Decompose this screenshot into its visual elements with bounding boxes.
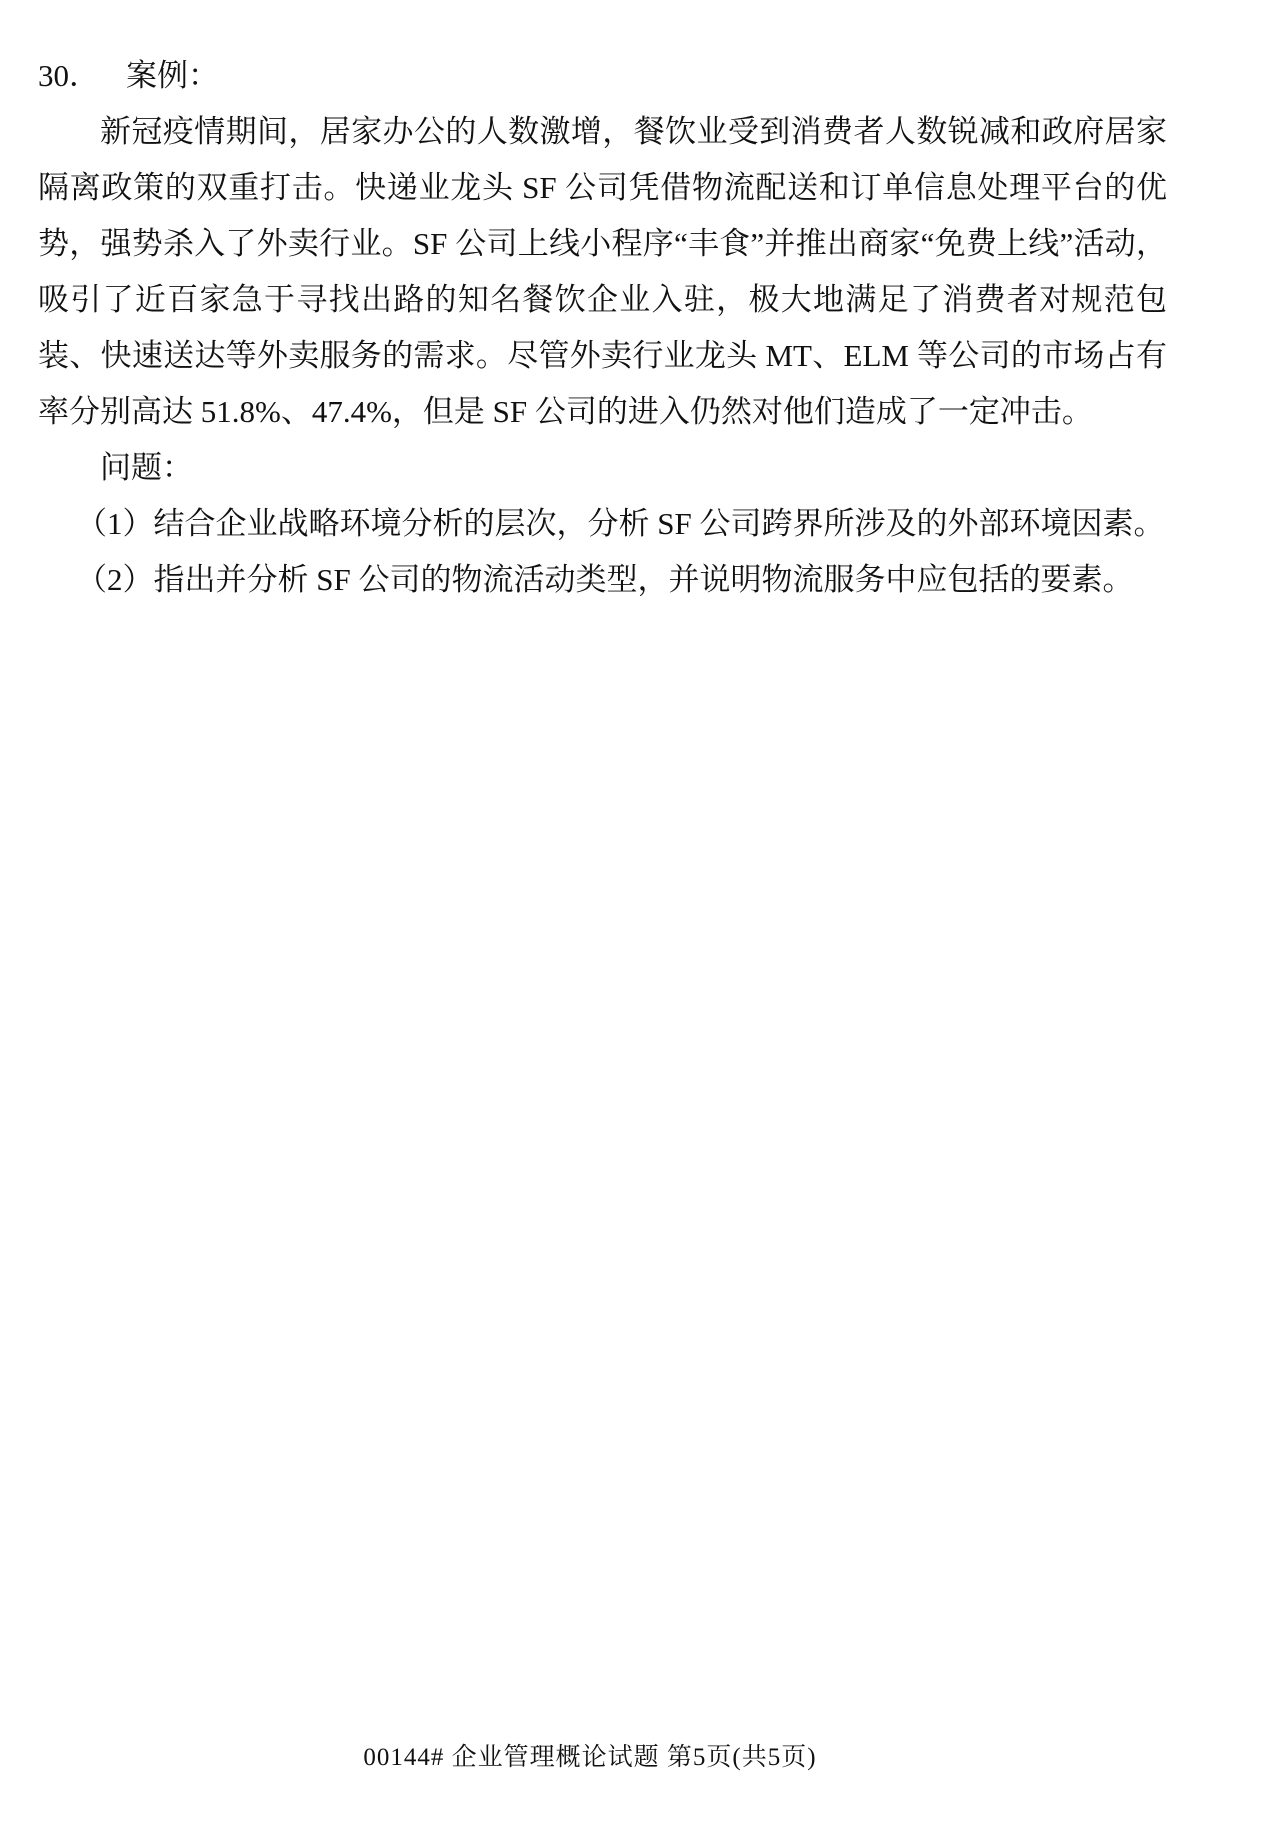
question-item-2: （2）指出并分析 SF 公司的物流活动类型，并说明物流服务中应包括的要素。 xyxy=(76,562,1134,597)
page-footer: 00144# 企业管理概论试题 第5页(共5页) xyxy=(363,1744,817,1771)
question-number: 30． xyxy=(38,58,100,93)
exam-content xyxy=(0,0,1267,608)
question-item-1: （1）结合企业战略环境分析的层次，分析 SF 公司跨界所涉及的外部环境因素。 xyxy=(76,506,1165,541)
questions-label: 问题： xyxy=(100,450,193,485)
case-paragraph: 新冠疫情期间，居家办公的人数激增，餐饮业受到消费者人数锐减和政府居家隔离政策的双重打击。快递业龙头 SF 公司凭借物流配送和订单信息处理平台的优势，强势杀入了外卖行业。SF 公司上线小程序“丰食”并推出商家“免费上线”活动，吸引了近百家急于寻找出路的知名餐饮企业入驻，极大地满足了消费者对规范包装、快速送达等外卖服务的需求。尽管外卖行业龙头 MT、ELM 等公司的市场占有率分别高达 51.8%、47.4%，但是 SF 公司的进入仍然对他们造成了一定冲击。 xyxy=(38,114,1167,429)
case-heading-label: 案例： xyxy=(126,58,219,93)
case-heading xyxy=(38,48,1167,104)
